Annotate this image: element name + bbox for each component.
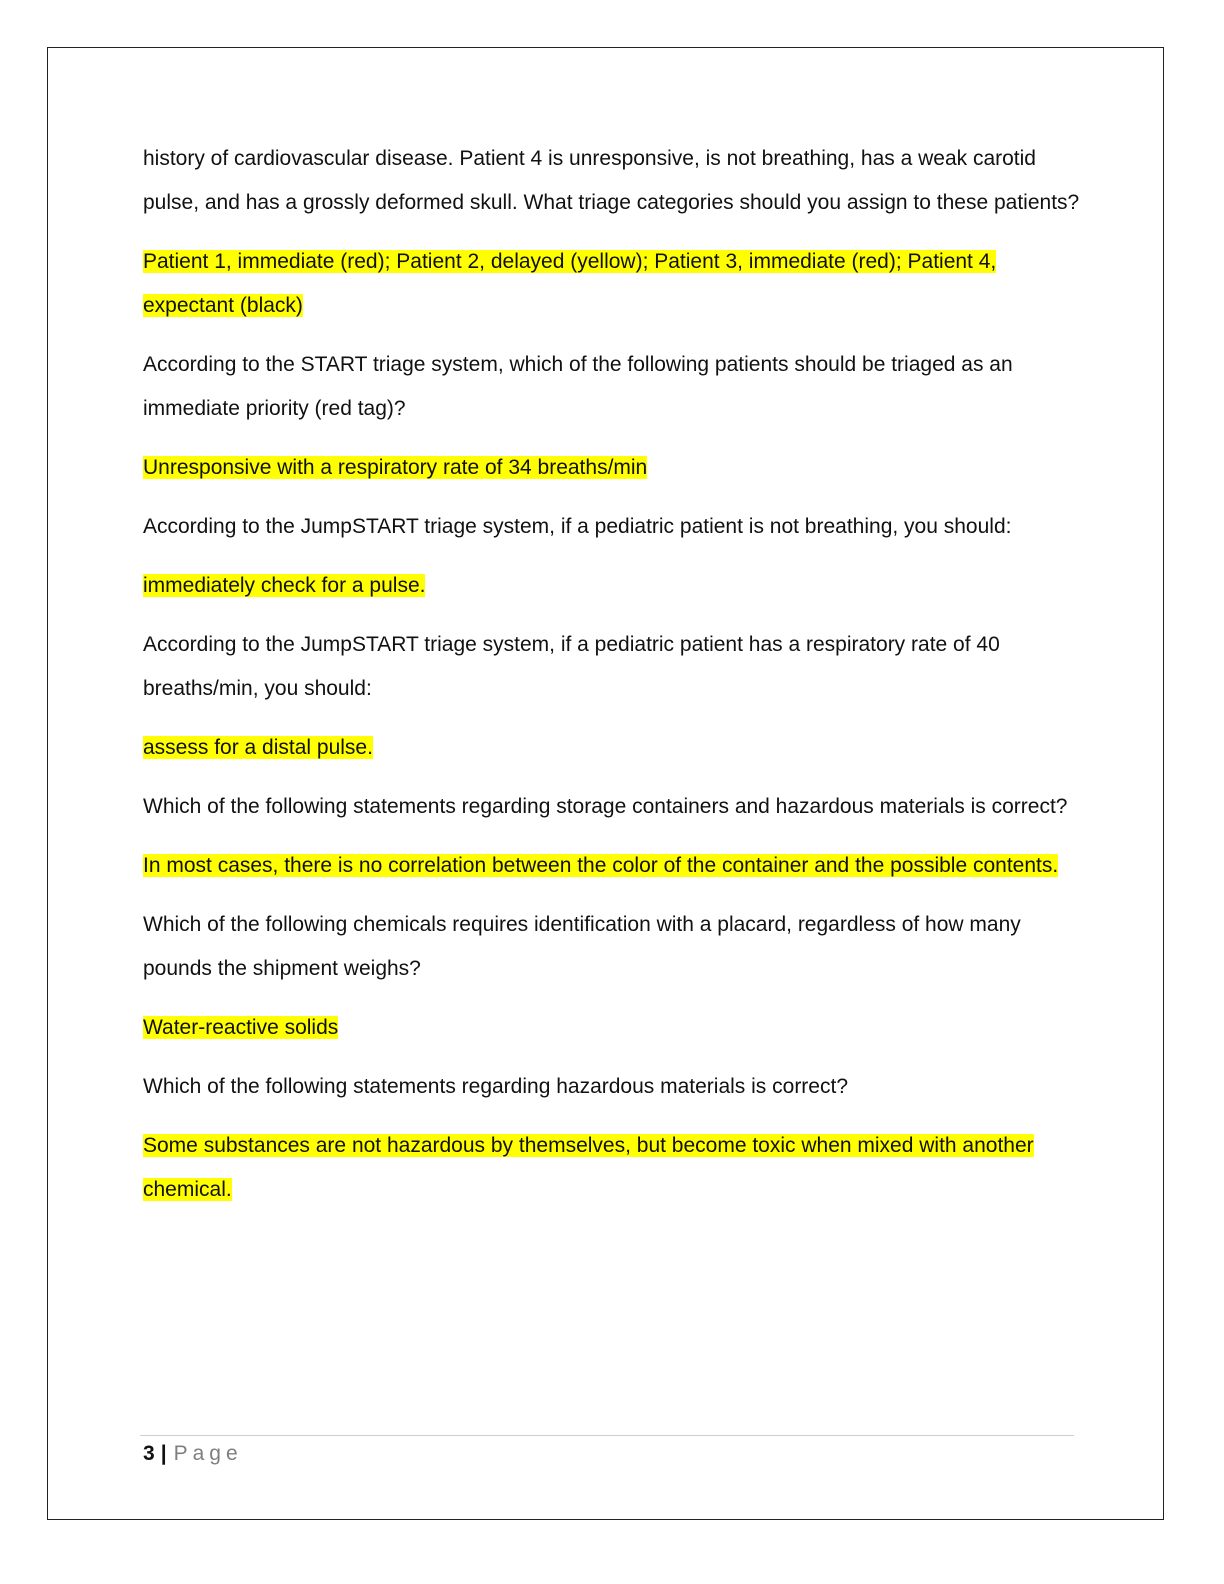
question-paragraph: [143, 623, 1083, 711]
question-paragraph: [143, 1065, 1083, 1109]
answer-paragraph: [143, 564, 1083, 608]
question-paragraph: [143, 505, 1083, 549]
answer-paragraph: [143, 1124, 1083, 1212]
answer-highlight: assess for a distal pulse.: [143, 736, 373, 759]
question-text: Which of the following statements regarding hazardous materials is correct?: [143, 1075, 848, 1098]
question-paragraph: [143, 903, 1083, 991]
question-text: history of cardiovascular disease. Patient 4 is unresponsive, is not breathing, has a weak carotid pulse, and has a grossly deformed skull. What triage categories should you assign to these patients?: [143, 147, 1080, 214]
question-text: According to the JumpSTART triage system, if a pediatric patient is not breathing, you should:: [143, 515, 1012, 538]
question-paragraph: [143, 343, 1083, 431]
answer-highlight: Patient 1, immediate (red); Patient 2, delayed (yellow); Patient 3, immediate (red); Patient 4, expectant (black): [143, 250, 997, 317]
answer-highlight: Unresponsive with a respiratory rate of 34 breaths/min: [143, 456, 648, 479]
page-label: Page: [173, 1442, 243, 1465]
answer-paragraph: [143, 726, 1083, 770]
page-footer: [143, 1440, 243, 1468]
answer-paragraph: [143, 240, 1083, 328]
question-paragraph: [143, 785, 1083, 829]
document-body: [143, 137, 1083, 1227]
answer-highlight: immediately check for a pulse.: [143, 574, 426, 597]
footer-separator: |: [160, 1442, 167, 1465]
question-paragraph: [143, 137, 1083, 225]
answer-highlight: Some substances are not hazardous by themselves, but become toxic when mixed with another chemical.: [143, 1134, 1034, 1201]
question-text: According to the START triage system, which of the following patients should be triaged as an immediate priority (red tag)?: [143, 353, 1013, 420]
answer-paragraph: [143, 446, 1083, 490]
answer-paragraph: [143, 1006, 1083, 1050]
question-text: Which of the following statements regarding storage containers and hazardous materials is correct?: [143, 795, 1068, 818]
answer-highlight: In most cases, there is no correlation between the color of the container and the possible contents.: [143, 854, 1059, 877]
page-number: 3: [143, 1442, 155, 1465]
question-text: According to the JumpSTART triage system, if a pediatric patient has a respiratory rate of 40 breaths/min, you should:: [143, 633, 1000, 700]
answer-highlight: Water-reactive solids: [143, 1016, 339, 1039]
footer-rule: [140, 1435, 1074, 1436]
answer-paragraph: [143, 844, 1083, 888]
question-text: Which of the following chemicals requires identification with a placard, regardless of how many pounds the shipment weighs?: [143, 913, 1021, 980]
